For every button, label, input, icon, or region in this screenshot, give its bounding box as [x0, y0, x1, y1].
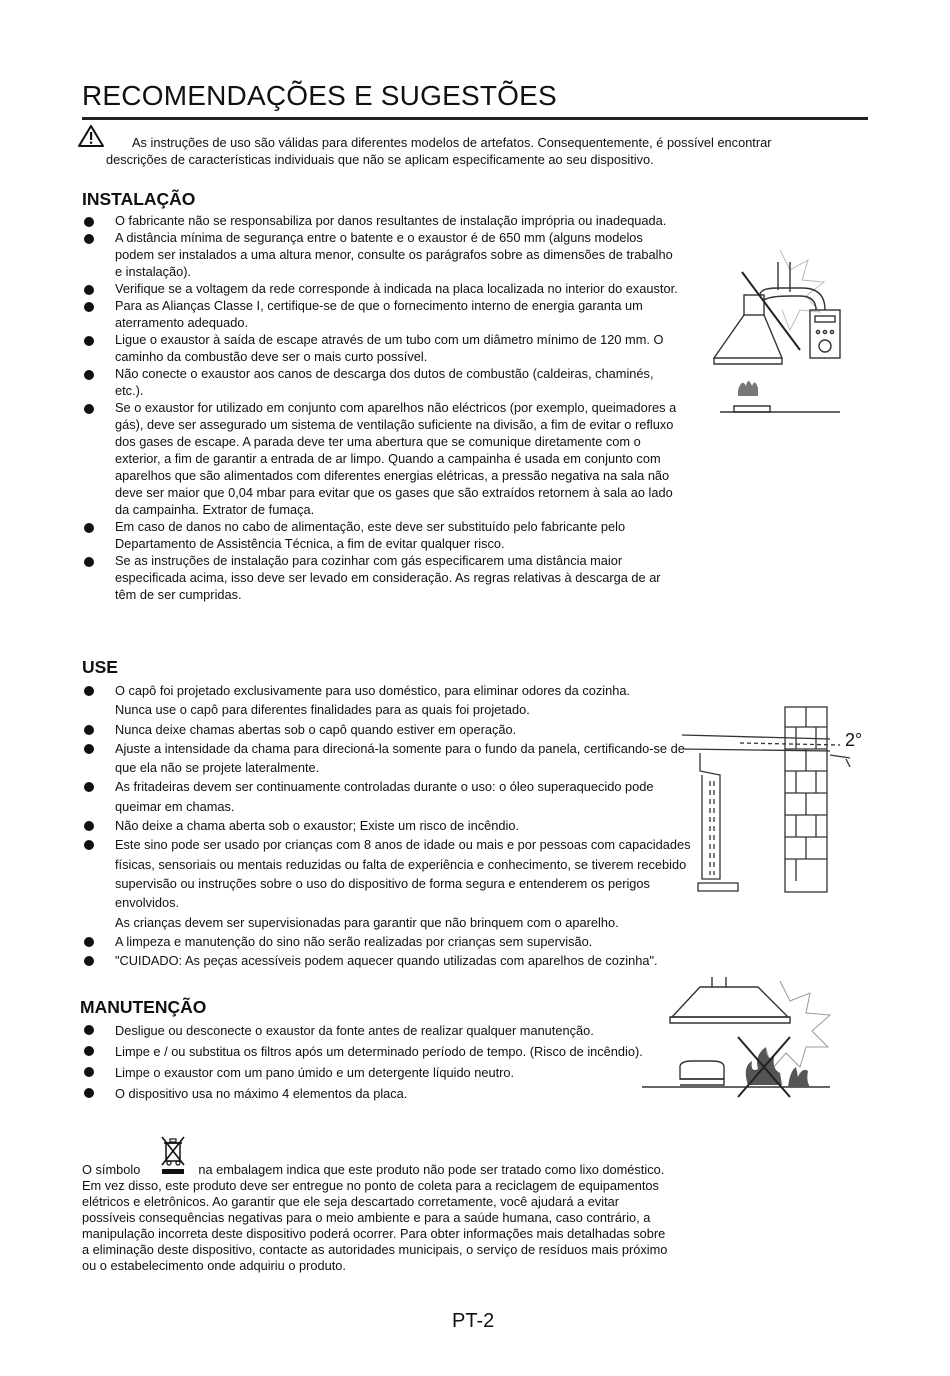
list-item: Se as instruções de instalação para cozinhar com gás especificarem uma distância maior especificada acima, isso deve ser levado em consideração. As regras relativas à descarga de ar têm de ser cumpridas. — [82, 552, 682, 603]
disposal-paragraph — [82, 1162, 672, 1274]
list-item: Nunca deixe chamas abertas sob o capô quando estiver em operação. — [82, 720, 692, 739]
list-item: Limpe o exaustor com um pano úmido e um detergente líquido neutro. — [82, 1062, 692, 1083]
tilt-angle-label: 2° — [845, 730, 863, 750]
warning-triangle-icon — [77, 124, 105, 148]
hood-fire-illustration — [640, 975, 870, 1100]
list-item: O capô foi projetado exclusivamente para uso doméstico, para eliminar odores da cozinha. — [82, 681, 692, 700]
list-item: Verifique se a voltagem da rede corresponde à indicada na placa localizada no interior do exaustor. — [82, 280, 682, 297]
list-item: "CUIDADO: As peças acessíveis podem aquecer quando utilizadas com aparelhos de cozinha". — [82, 951, 692, 970]
duct-tilt-illustration — [680, 705, 870, 900]
list-item: Não conecte o exaustor aos canos de descarga dos dutos de combustão (caldeiras, chaminés, etc.). — [82, 365, 682, 399]
page-number: PT-2 — [452, 1310, 495, 1332]
list-item: Para as Alianças Classe I, certifique-se de que o fornecimento interno de energia garanta um aterramento adequado. — [82, 297, 682, 331]
list-item: Não deixe a chama aberta sob o exaustor; Existe um risco de incêndio. — [82, 816, 692, 835]
maintenance-list — [82, 1020, 692, 1104]
list-item: O dispositivo usa no máximo 4 elementos da placa. — [82, 1083, 692, 1104]
title-rule — [82, 117, 868, 120]
list-item: As crianças devem ser supervisionadas para garantir que não brinquem com o aparelho. — [115, 914, 619, 930]
list-item: Ajuste a intensidade da chama para direcioná-la somente para o fundo da panela, certificando-se de que ela não se projete lateralmente. — [82, 739, 692, 778]
list-item: Nunca use o capô para diferentes finalidades para as quais foi projetado. — [115, 702, 530, 718]
page-title: RECOMENDAÇÕES E SUGESTÕES — [82, 80, 557, 111]
hood-boiler-illustration — [690, 240, 870, 420]
intro-paragraph: As instruções de uso são válidas para diferentes modelos de artefatos. Consequentemente, é possível encontrar descrições de características individuais que não se aplicam especificamente ao seu dispositivo. — [106, 135, 772, 167]
maintenance-heading: MANUTENÇÃO — [80, 997, 207, 1017]
installation-heading: INSTALAÇÃO — [82, 189, 196, 209]
use-list — [82, 681, 692, 970]
list-item: Em caso de danos no cabo de alimentação, este deve ser substituído pelo fabricante pelo Departamento de Assistência Técnica, a fim de evitar qualquer risco. — [82, 518, 682, 552]
list-item: Se o exaustor for utilizado em conjunto com aparelhos não eléctricos (por exemplo, queimadores a gás), deve ser assegurado um sistema de ventilação suficiente na divisão, a fim de evitar o refluxo dos gases de escape. A parada deve ter uma abertura que se comunique diretamente com o exterior, a fim de garantir a entrada de ar limpo. Quando a campainha é usada em conjunto com aparelhos que são alimentados com diferentes energias elétricas, a pressão negativa na sala não deve ser maior que 0,04 mbar para evitar que os gases que são extraídos retornem à sala ao lado da campainha. Extrator de fumaça. — [82, 399, 682, 518]
disposal-text-before: O símbolo — [82, 1162, 141, 1177]
list-item: As fritadeiras devem ser continuamente controladas durante o uso: o óleo superaquecido pode queimar em chamas. — [82, 777, 692, 816]
installation-list — [82, 212, 682, 603]
use-heading: USE — [82, 657, 118, 677]
list-item: Ligue o exaustor à saída de escape através de um tubo com um diâmetro mínimo de 120 mm. O caminho da combustão deve ser o mais curto possível. — [82, 331, 682, 365]
list-item: Desligue ou desconecte o exaustor da fonte antes de realizar qualquer manutenção. — [82, 1020, 692, 1041]
list-item: A limpeza e manutenção do sino não serão realizadas por crianças sem supervisão. — [82, 932, 692, 951]
list-item: A distância mínima de segurança entre o batente e o exaustor é de 650 mm (alguns modelos podem ser instalados a uma altura menor, consulte os parágrafos sobre as dimensões de trabalho e instalação). — [82, 229, 682, 280]
list-item: Este sino pode ser usado por crianças com 8 anos de idade ou mais e por pessoas com capacidades físicas, sensoriais ou mentais reduzidas ou falta de experiência e conhecimento, se tiverem recebido supervisão ou instruções sobre o uso do dispositivo de forma segura e entenderem os perigos envolvidos. — [82, 835, 692, 912]
list-item: Limpe e / ou substitua os filtros após um determinado período de tempo. (Risco de incêndio). — [82, 1041, 692, 1062]
disposal-text-after: na embalagem indica que este produto não pode ser tratado como lixo doméstico. Em vez disso, este produto deve ser entregue no ponto de coleta para a reciclagem de equipamentos elétricos e eletrônicos. Ao garantir que ele seja descartado corretamente, você ajudará a evitar possíveis consequências negativas para o meio ambiente e para a saúde humana, caso contrário, a manipulação incorreta deste dispositivo poderá ocorrer. Para obter informações mais detalhadas sobre a eliminação deste dispositivo, contacte as autoridades municipais, o serviço de resíduos mais próximo ou o estabelecimento onde adquiriu o produto. — [82, 1162, 668, 1273]
list-item: O fabricante não se responsabiliza por danos resultantes de instalação imprópria ou inadequada. — [82, 212, 682, 229]
